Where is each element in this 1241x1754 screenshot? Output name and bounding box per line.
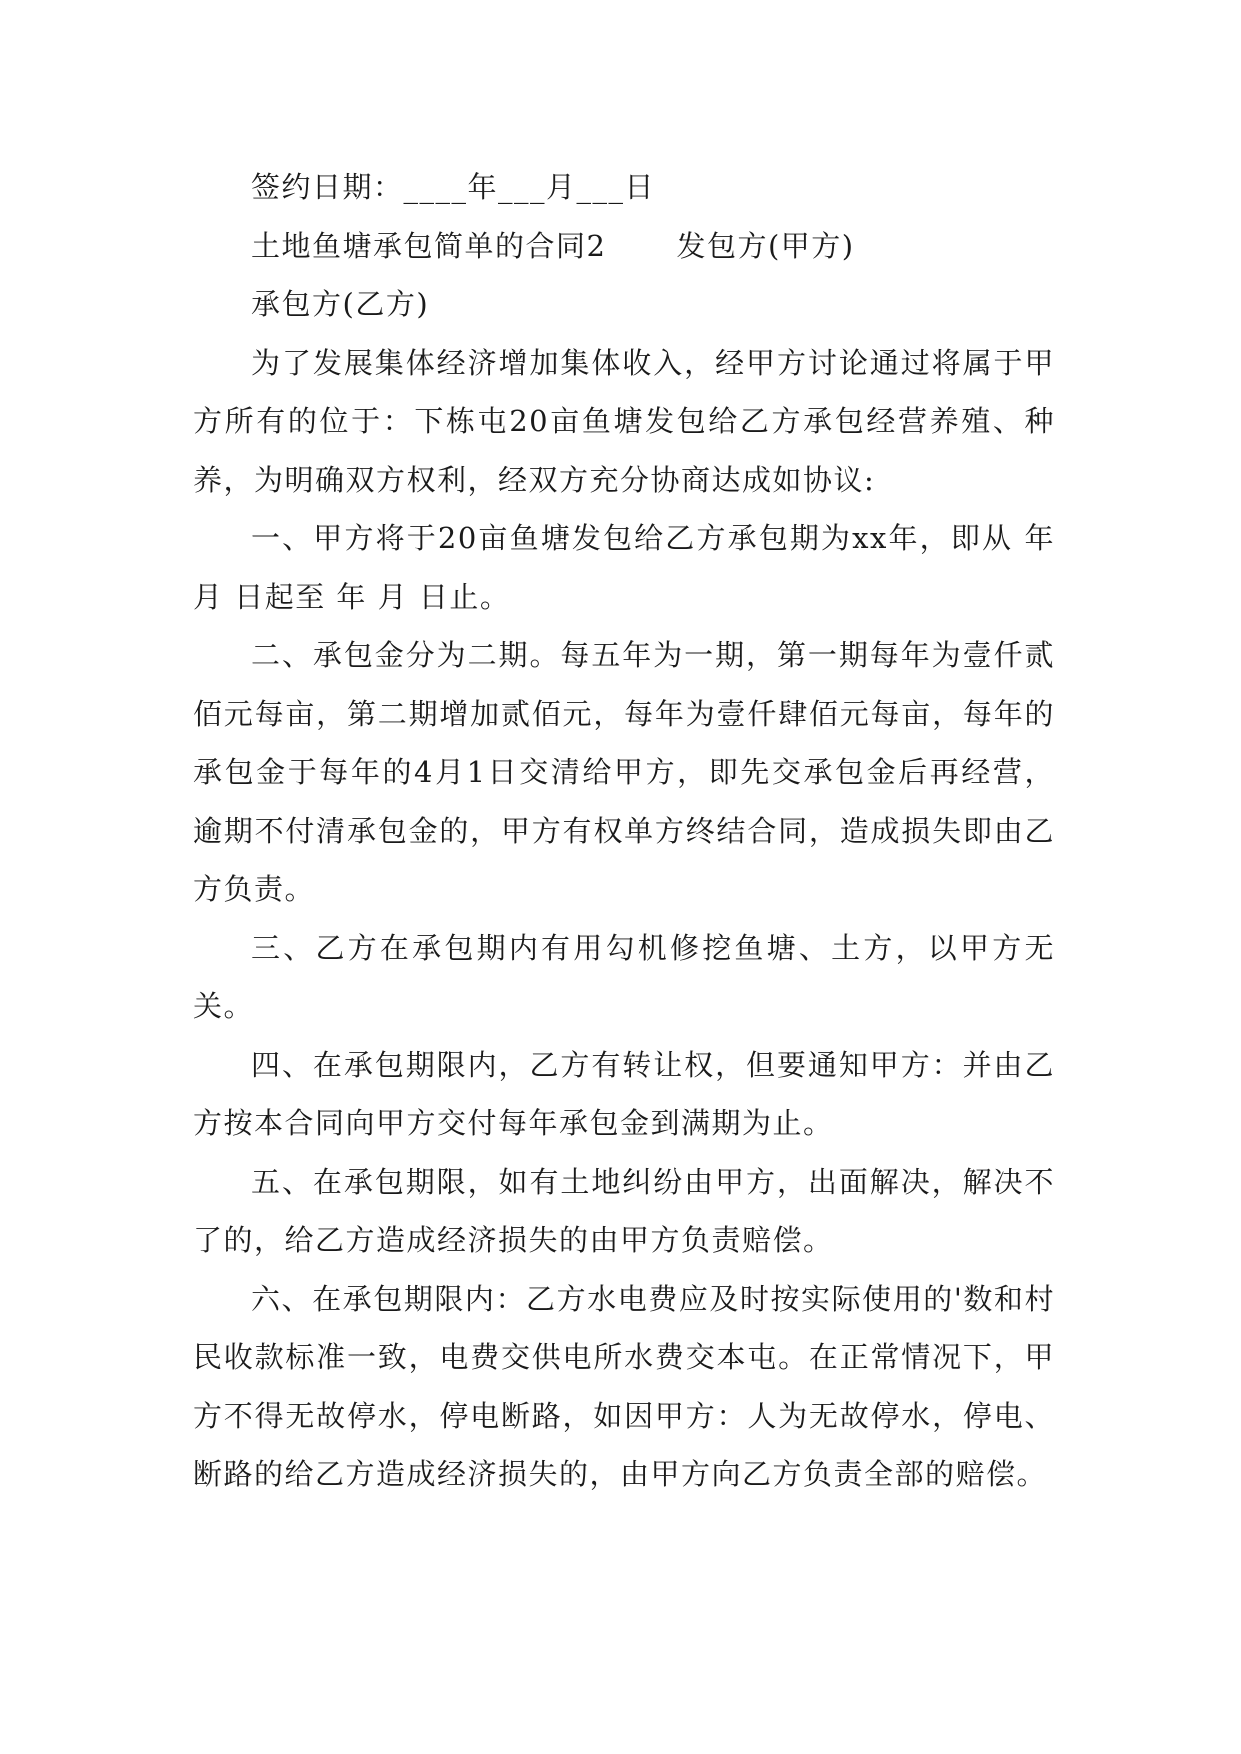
contract-title: 土地鱼塘承包简单的合同2 — [251, 228, 607, 263]
clause-2: 二、承包金分为二期。每五年为一期，第一期每年为壹仟贰佰元每亩，第二期增加贰佰元，每年为壹仟肆佰元每亩，每年的承包金于每年的4月1日交清给甲方，即先交承包金后再经营，逾期不付清承包金的，甲方有权单方终结合同，造成损失即由乙方负责。 — [193, 638, 1055, 906]
clause-3: 三、乙方在承包期内有用勾机修挖鱼塘、土方，以甲方无关。 — [193, 930, 1055, 1023]
clause-6: 六、在承包期限内：乙方水电费应及时按实际使用的'数和村民收款标准一致，电费交供电所水费交本屯。在正常情况下，甲方不得无故停水，停电断路，如因甲方：人为无故停水，停电、断路的给乙方造成经济损失的，由甲方向乙方负责全部的赔偿。 — [193, 1281, 1055, 1491]
sign-date-line: 签约日期：____年___月___日 — [251, 170, 656, 204]
clause-1: 一、甲方将于20亩鱼塘发包给乙方承包期为xx年，即从 年 月 日起至 年 月 日止。 — [193, 521, 1055, 614]
title-line — [193, 217, 1055, 276]
document-body — [193, 158, 1055, 1504]
party-b-label: 承包方(乙方) — [251, 287, 430, 321]
clause-4: 四、在承包期限内，乙方有转让权，但要通知甲方：并由乙方按本合同向甲方交付每年承包金到满期为止。 — [193, 1047, 1055, 1140]
clause-5: 五、在承包期限，如有土地纠纷由甲方，出面解决，解决不了的，给乙方造成经济损失的由甲方负责赔偿。 — [193, 1164, 1055, 1257]
intro-paragraph: 为了发展集体经济增加集体收入，经甲方讨论通过将属于甲方所有的位于：下栋屯20亩鱼塘发包给乙方承包经营养殖、种养，为明确双方权利，经双方充分协商达成如协议: — [193, 345, 1055, 497]
party-a-label: 发包方(甲方) — [676, 228, 855, 263]
